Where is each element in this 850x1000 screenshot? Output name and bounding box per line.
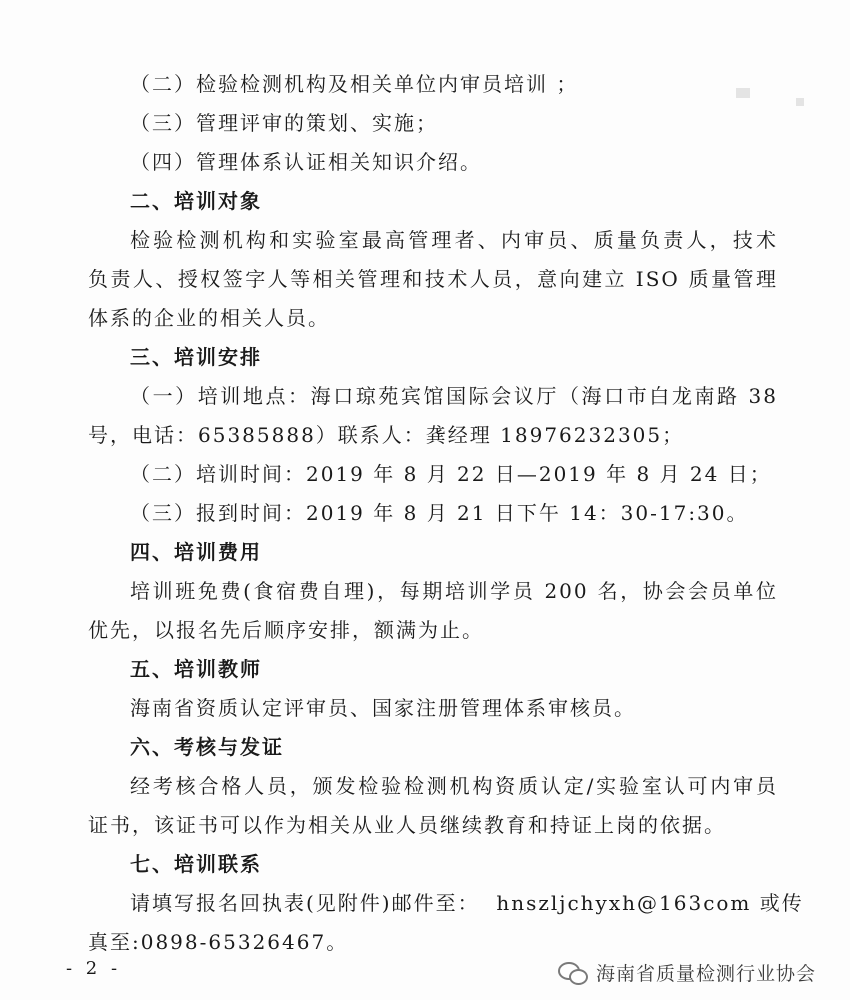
section-heading-assessment: 六、考核与发证: [130, 735, 284, 759]
section-heading-arrangement: 三、培训安排: [130, 345, 262, 369]
doc-line-10: 号，电话：65385888）联系人：龚经理 18976232305；: [88, 423, 685, 447]
doc-line-20: 证书，该证书可以作为相关从业人员继续教育和持证上岗的依据。: [88, 813, 726, 837]
doc-line-5: 检验检测机构和实验室最高管理者、内审员、质量负责人，技术: [130, 228, 778, 252]
doc-line-9: （一）培训地点：海口琼苑宾馆国际会议厅（海口市白龙南路 38: [130, 384, 778, 408]
doc-line-22: 请填写报名回执表(见附件)邮件至： hnszljchyxh@163com 或传: [130, 891, 804, 915]
section-heading-fees: 四、培训费用: [130, 540, 262, 564]
doc-line-2: （三）管理评审的策划、实施；: [130, 111, 438, 135]
doc-line-3: （四）管理体系认证相关知识介绍。: [130, 150, 482, 174]
section-heading-teachers: 五、培训教师: [130, 657, 262, 681]
doc-line-6: 负责人、授权签字人等相关管理和技术人员，意向建立 ISO 质量管理: [88, 267, 778, 291]
doc-line-14: 培训班免费(食宿费自理)，每期培训学员 200 名，协会会员单位: [130, 579, 778, 603]
doc-line-1: （二）检验检测机构及相关单位内审员培训 ；: [130, 72, 579, 96]
brand-name: 海南省质量检测行业协会: [596, 962, 817, 985]
section-heading-audience: 二、培训对象: [130, 189, 262, 213]
doc-line-17: 海南省资质认定评审员、国家注册管理体系审核员。: [130, 696, 636, 720]
doc-line-7: 体系的企业的相关人员。: [88, 306, 330, 330]
doc-line-19: 经考核合格人员，颁发检验检测机构资质认定/实验室认可内审员: [130, 774, 778, 798]
doc-line-23: 真至:0898-65326467。: [88, 930, 349, 954]
page-number: - 2 -: [66, 958, 122, 979]
footer-watermark: [558, 955, 816, 989]
doc-line-12: （三）报到时间：2019 年 8 月 21 日下午 14：30-17:30。: [130, 501, 749, 525]
doc-line-11: （二）培训时间：2019 年 8 月 22 日—2019 年 8 月 24 日；: [130, 462, 772, 486]
doc-line-15: 优先，以报名先后顺序安排，额满为止。: [88, 618, 484, 642]
section-heading-contact: 七、培训联系: [130, 852, 262, 876]
wechat-icon: [558, 960, 588, 984]
